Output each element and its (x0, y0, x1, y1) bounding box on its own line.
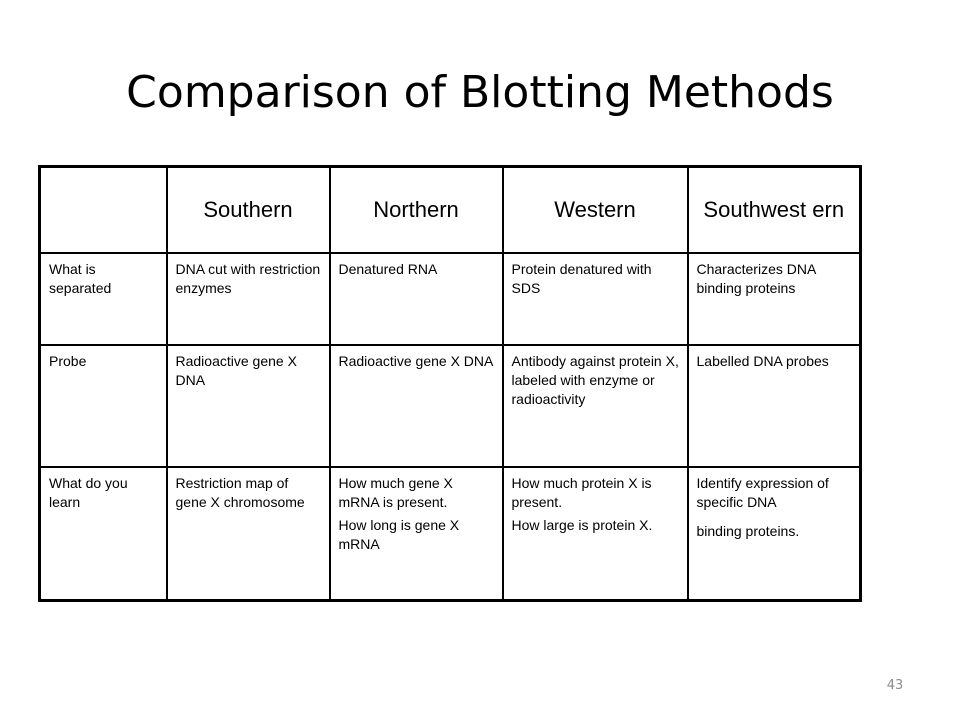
header-western: Western (503, 167, 688, 253)
cell-northern (330, 253, 503, 345)
cell-text: binding proteins. (696, 522, 800, 539)
cell-southwestern (688, 253, 861, 345)
blotting-comparison-table (38, 165, 862, 602)
cell-text: Characterizes DNA binding proteins (696, 260, 816, 296)
cell-text: Labelled DNA probes (696, 352, 829, 369)
cell-western (503, 253, 688, 345)
header-southwestern: Southwest ern (688, 167, 861, 253)
header-southern: Southern (167, 167, 330, 253)
row-label: What is separated (40, 253, 167, 345)
cell-southern (167, 253, 330, 345)
cell-text: DNA cut with restriction enzymes (175, 260, 321, 296)
cell-text: How long is gene X mRNA (338, 516, 460, 552)
cell-text: How large is protein X. (511, 516, 653, 533)
cell-text: Radioactive gene X DNA (175, 352, 297, 388)
cell-southwestern (688, 467, 861, 601)
header-empty (40, 167, 167, 253)
cell-western (503, 467, 688, 601)
table-row (40, 253, 861, 345)
cell-text: Protein denatured with SDS (511, 260, 652, 296)
cell-text: How much protein X is present. (511, 474, 652, 510)
cell-text: Identify expression of specific DNA (696, 474, 829, 510)
cell-southern (167, 345, 330, 467)
cell-text: Antibody against protein X, labeled with enzyme or radioactivity (511, 352, 679, 407)
cell-text: How much gene X mRNA is present. (338, 474, 453, 510)
cell-southern (167, 467, 330, 601)
cell-text: Radioactive gene X DNA (338, 352, 494, 369)
cell-text: Restriction map of gene X chromosome (175, 474, 305, 510)
row-label: Probe (40, 345, 167, 467)
slide-number: 43 (886, 678, 904, 693)
cell-northern (330, 467, 503, 601)
cell-northern (330, 345, 503, 467)
cell-southwestern (688, 345, 861, 467)
table-row (40, 345, 861, 467)
table-header-row (40, 167, 861, 253)
cell-western (503, 345, 688, 467)
row-label: What do you learn (40, 467, 167, 601)
header-northern: Northern (330, 167, 503, 253)
slide-title: Comparison of Blotting Methods (126, 67, 834, 118)
table-row (40, 467, 861, 601)
cell-text: Denatured RNA (338, 260, 438, 277)
